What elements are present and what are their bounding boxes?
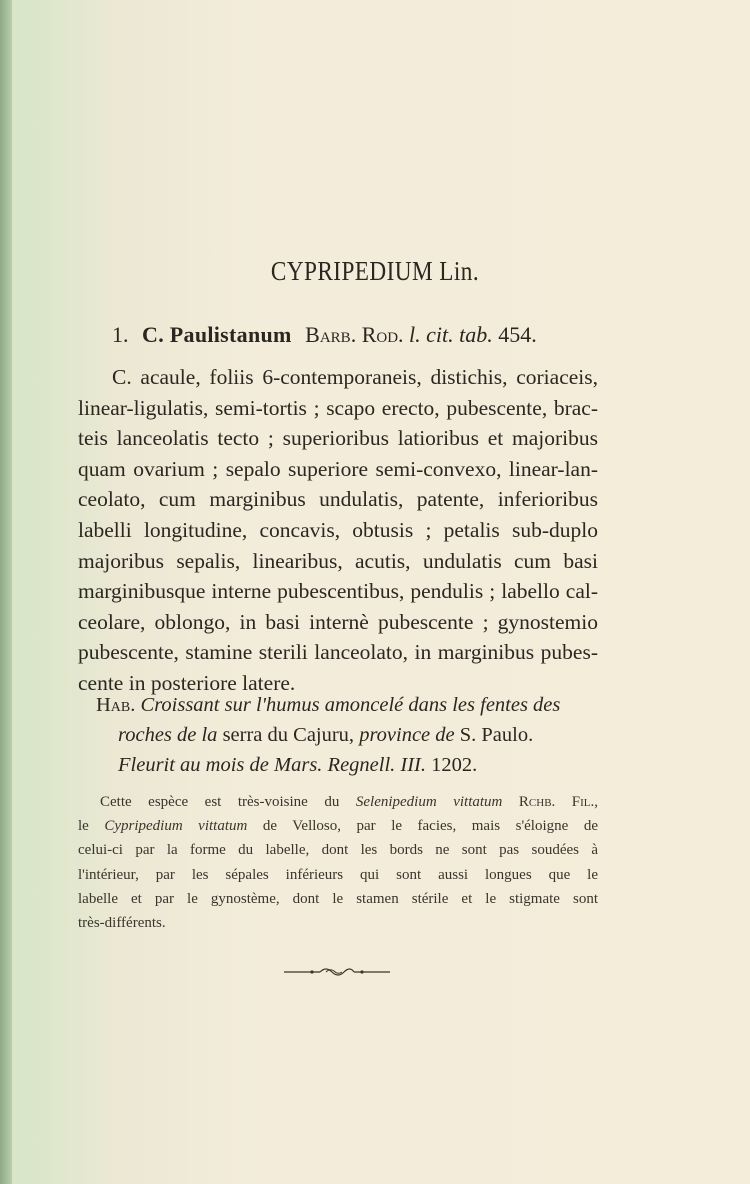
species-entry	[112, 322, 537, 348]
ornament-divider	[282, 962, 392, 982]
note-line: labelle et par le gynostème, dont le stamen stérile et le stigmate sont	[78, 890, 598, 907]
description-line: teis lanceolatis tecto ; superioribus latioribus et majoribus	[78, 426, 598, 451]
note-line: Cette espèce est très-voisine du Selenipedium vittatum Rchb. Fil.,	[100, 794, 599, 810]
description-line: quam ovarium ; sepalo superiore semi-convexo, linear-lan-	[78, 456, 598, 481]
description-line: linear-ligulatis, semi-tortis ; scapo erecto, pubescente, brac-	[78, 395, 598, 420]
description-line: pubescente, stamine sterili lanceolato, in marginibus pubes-	[78, 640, 598, 665]
page-edge	[0, 0, 12, 1184]
description-line: cente in posteriore latere.	[78, 670, 296, 695]
latin-description	[78, 362, 598, 699]
plate-number: 454.	[498, 322, 537, 347]
description-line: C. acaule, foliis 6-contemporaneis, distichis, coriaceis,	[112, 365, 598, 389]
note-line: le Cypripedium vittatum de Velloso, par le facies, mais s'éloigne de	[78, 818, 598, 835]
species-name: C. Paulistanum	[142, 322, 292, 347]
note-line: très-différents.	[78, 915, 166, 932]
habitat-label: Hab.	[96, 694, 136, 716]
genus-heading: CYPRIPEDIUM Lin.	[270, 256, 480, 286]
reference-citation: l. cit. tab.	[409, 322, 493, 347]
habitat-line: Hab. Croissant sur l'humus amoncelé dans les fentes des	[96, 694, 561, 716]
entry-number: 1.	[112, 322, 129, 347]
french-note	[78, 790, 598, 935]
description-line: marginibusque interne pubescentibus, pendulis ; labello cal-	[78, 579, 598, 604]
author-citation: Barb. Rod.	[305, 322, 404, 347]
habitat-line: roches de la serra du Cajuru, province de S. Paulo.	[118, 724, 534, 746]
description-line: ceolato, cum marginibus undulatis, patente, inferioribus	[78, 487, 598, 512]
description-line: majoribus sepalis, linearibus, acutis, undulatis cum basi	[78, 548, 598, 573]
description-line: ceolare, oblongo, in basi internè pubescente ; gynostemio	[78, 609, 598, 634]
note-line: celui-ci par la forme du labelle, dont les bords ne sont pas soudées à	[78, 842, 598, 859]
note-line: l'intérieur, par les sépales inférieurs qui sont aussi longues que le	[78, 866, 598, 883]
habitat-line: Fleurit au mois de Mars. Regnell. III. 1202.	[118, 754, 478, 776]
habitat-paragraph	[96, 690, 596, 780]
description-line: labelli longitudine, concavis, obtusis ; petalis sub-duplo	[78, 517, 598, 542]
